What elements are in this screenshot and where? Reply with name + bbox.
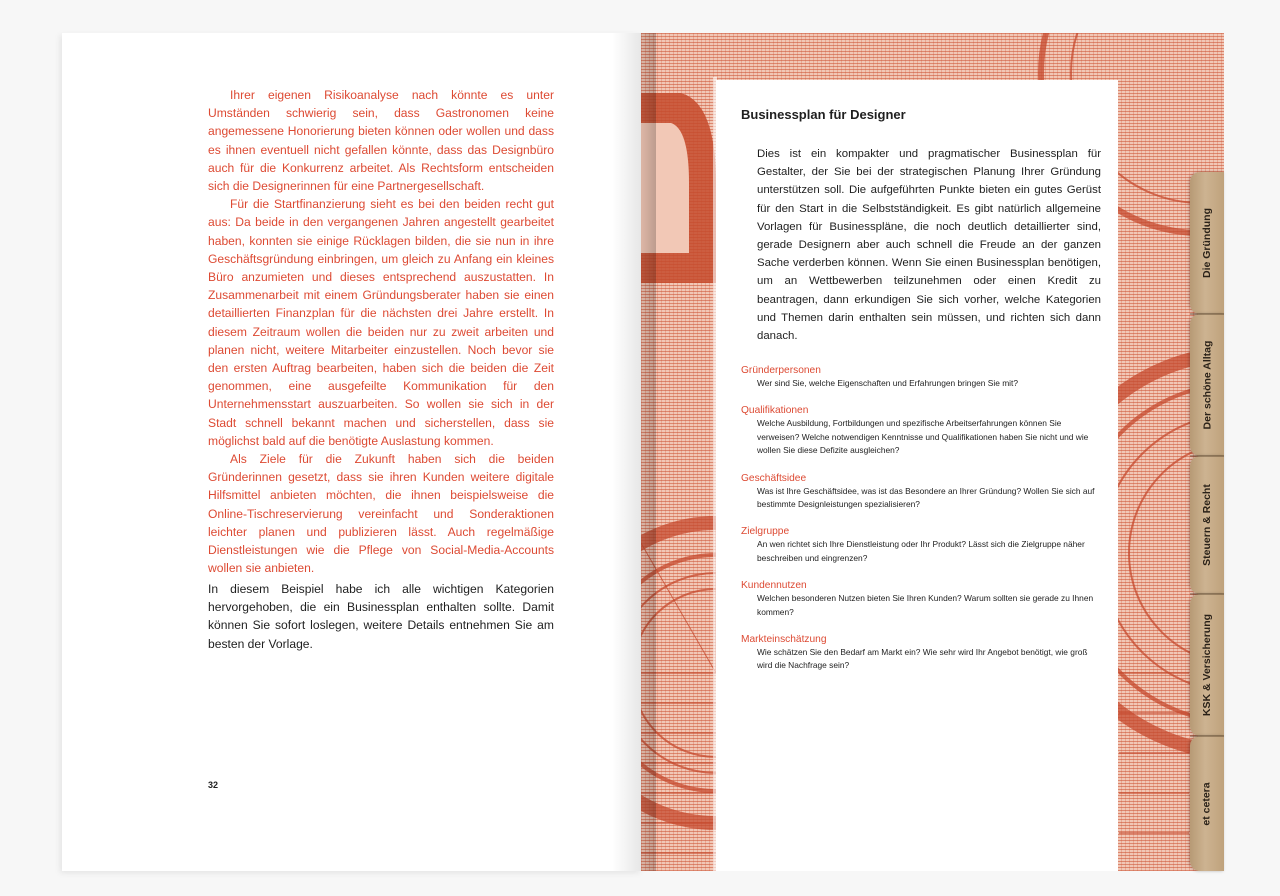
section-geschaeftsidee (741, 472, 1101, 512)
tab-label: KSK & Versicherung (1201, 613, 1213, 717)
left-paragraph-2: Für die Startfinanzierung sieht es bei den beiden recht gut aus: Da beide in den vergangenen Jahren angestellt gearbeitet haben, konnten sie einige Rücklagen bilden, die sie nun in ihre Geschäftsgründung einbringen, um gleich zu Anfang ein kleines Büro anzumieten und dieses entsprechend auszustatten. In Zusammenarbeit mit einem Gründungsberater haben sie einen detaillierten Finanzplan für die nächsten drei Jahre erstellt. In diesem Zeitraum wollen die beiden nur zu zweit arbeiten und planen nicht, weitere Mitarbeiter einzustellen. Noch bevor sie den ersten Auftrag bearbeiten, haben sich die beiden die Zeit genommen, eine ausgefeilte Kommunikation für den Unternehmensstart auszuarbeiten. So wollen sie sich in der Stadt schnell bekannt machen und sicherstellen, dass sie möglichst bald auf die benötigte Auslastung kommen. (208, 197, 554, 448)
page-number: 32 (208, 780, 219, 790)
tab-die-gruendung[interactable] (1190, 172, 1224, 314)
left-summary-text: In diesem Beispiel habe ich alle wichtigen Kategorien hervorgehoben, die ein Businessplan enthalten sollte. Damit können Sie sofort loslegen, weitere Details entnehmen Sie am besten der Vorlage. (208, 582, 554, 651)
section-markteinschaetzung (741, 633, 1101, 673)
left-paragraph-1: Ihrer eigenen Risikoanalyse nach könnte es unter Umständen schwierig sein, dass Gastronomen keine angemessene Honorierung bieten können oder wollen und dass es ihnen eventuell nicht gefallen könnte, dass das Designbüro auch für die Konkurrenz arbeitet. Als Rechtsform entscheiden sich die Designerinnen für eine Partnergesellschaft. (208, 88, 554, 194)
tab-ksk-versicherung[interactable] (1190, 594, 1224, 736)
section-zielgruppe (741, 525, 1101, 565)
section-heading: Markteinschätzung (741, 634, 827, 646)
left-paragraph-3: Als Ziele für die Zukunft haben sich die beiden Gründerinnen gesetzt, dass sie ihren Kunden weitere digitale Hilfsmittel anbieten möchten, die ihnen beispielsweise die Online-Tischreservierung vereinfacht und Sonderaktionen leichter planen und publizieren lässt. Auch regelmäßige Dienstleistungen wie die Pflege von Social-Media-Accounts wollen sie anbieten. (208, 452, 554, 576)
section-body: Welche Ausbildung, Fortbildungen und spezifische Arbeitserfahrungen können Sie verweisen? Welche notwendigen Kenntnisse und Qualifikationen haben Sie nicht und wie wollen Sie diese Defizite ausgleichen? (757, 418, 1089, 456)
tab-divider (1190, 735, 1224, 737)
section-body: Wie schätzen Sie den Bedarf am Markt ein? Wie sehr wird Ihr Angebot benötigt, wie groß wird die Nachfrage sein? (757, 647, 1088, 671)
section-qualifikationen (741, 404, 1101, 457)
tab-label: Die Gründung (1201, 208, 1213, 278)
section-body: Welchen besonderen Nutzen bieten Sie Ihren Kunden? Warum sollten sie gerade zu Ihnen kommen? (757, 593, 1094, 617)
section-heading: Zielgruppe (741, 526, 790, 538)
tab-label: Der schöne Alltag (1201, 340, 1214, 430)
tab-steuern-recht[interactable] (1190, 456, 1224, 594)
tab-label: Steuern & Recht (1201, 484, 1213, 566)
tab-der-schoene-alltag[interactable] (1190, 314, 1224, 456)
tab-et-cetera[interactable] (1190, 736, 1224, 871)
tab-label: et cetera (1201, 781, 1214, 826)
section-kundennutzen (741, 579, 1101, 619)
left-body-text (208, 86, 554, 577)
business-plan-sections (741, 364, 1101, 687)
section-heading: Qualifikationen (741, 405, 809, 417)
section-heading: Kundennutzen (741, 580, 807, 592)
book-gutter-shadow (612, 33, 656, 871)
section-body: An wen richtet sich Ihre Dienstleistung oder Ihr Produkt? Lässt sich die Zielgruppe näher beschreiben und eingrenzen? (757, 539, 1085, 563)
intro-text: Dies ist ein kompakter und pragmatischer Businessplan für Gestalter, der Sie bei der strategischen Planung Ihrer Gründung unterstützen soll. Die aufgeführten Punkte bieten ein gutes Gerüst für den Start in die Selbstständigkeit. Es gibt natürlich allgemeine Vorlagen für Businesspläne, die noch deutlich detaillierter sind, gerade Designern aber auch schnell die Freude an der ganzen Sache verderben können. Wenn Sie einen Businessplan benötigen, um an Wettbewerben teilzunehmen oder einen Kredit zu beantragen, dann erkundigen Sie sich vorher, welche Kategorien und Themen darin enthalten sein müssen, und richten sich dann danach. (757, 148, 1101, 343)
tab-divider (1190, 455, 1224, 457)
tab-divider (1190, 313, 1224, 315)
section-gruenderpersonen (741, 364, 1101, 390)
panel-title: Businessplan für Designer (741, 107, 906, 122)
section-heading: Geschäftsidee (741, 472, 807, 484)
section-heading: Gründerpersonen (741, 365, 821, 376)
section-body: Wer sind Sie, welche Eigenschaften und Erfahrungen bringen Sie mit? (757, 378, 1019, 388)
section-body: Was ist Ihre Geschäftsidee, was ist das Besondere an Ihrer Gründung? Wollen Sie sich auf bestimmte Designleistungen spezialisieren? (757, 485, 1095, 510)
tab-divider (1190, 593, 1224, 595)
